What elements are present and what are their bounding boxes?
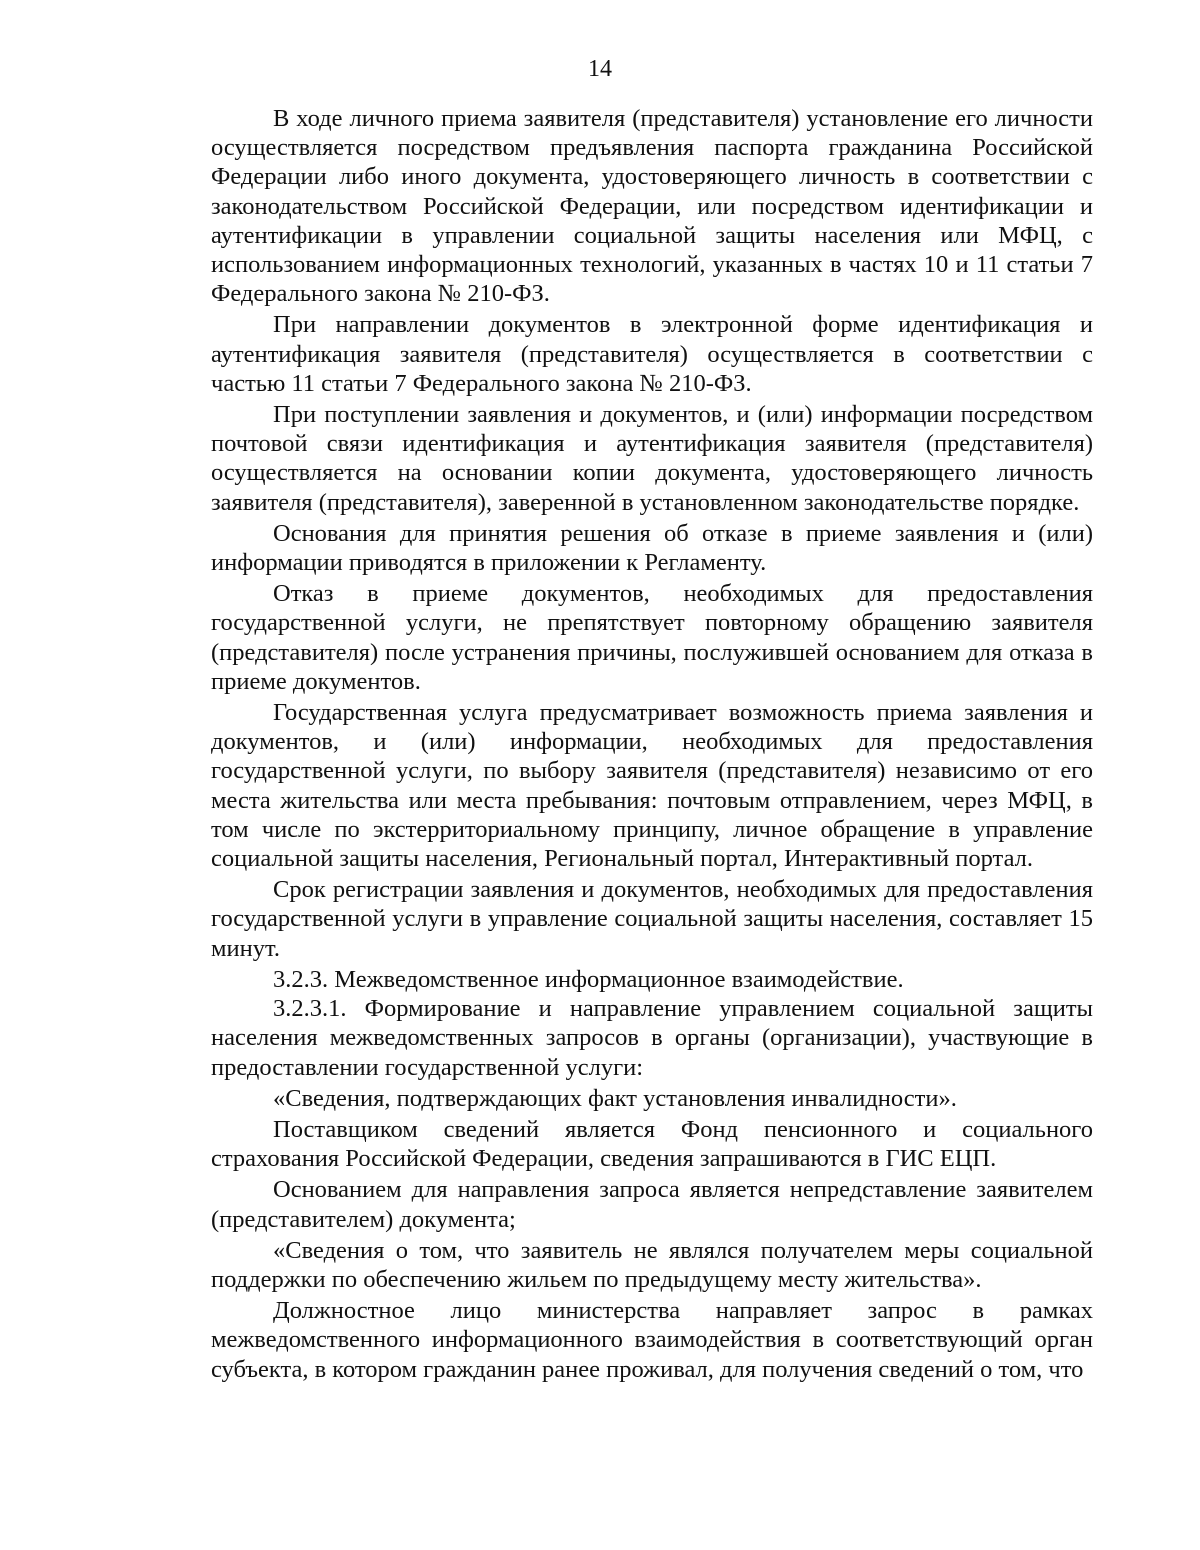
paragraph: «Сведения, подтверждающих факт установления инвалидности». bbox=[273, 1084, 957, 1112]
paragraph: Поставщиком сведений является Фонд пенсионного и социального страхования Российской Федерации, сведения запрашиваются в ГИС ЕЦП. bbox=[211, 1115, 1093, 1173]
paragraph: Основанием для направления запроса является непредставление заявителем (представителем) документа; bbox=[211, 1176, 1093, 1233]
paragraph: При поступлении заявления и документов, и (или) информации посредством почтовой связи идентификация и аутентификация заявителя (представителя) осуществляется на основании копии документа, удостоверяющего личность заявителя (представителя), заверенной в установленном законодательстве порядке. bbox=[211, 401, 1093, 516]
paragraph: «Сведения о том, что заявитель не являлся получателем меры социальной поддержки по обеспечению жильем по предыдущему месту жительства». bbox=[211, 1236, 1093, 1293]
section-heading: 3.2.3. Межведомственное информационное взаимодействие. bbox=[273, 965, 904, 993]
paragraph: При направлении документов в электронной форме идентификация и аутентификация заявителя (представителя) осуществляется в соответствии с частью 11 статьи 7 Федерального закона № 210-ФЗ. bbox=[211, 311, 1093, 397]
paragraph: 3.2.3.1. Формирование и направление управлением социальной защиты населения межведомственных запросов в органы (организации), участвующие в предоставлении государственной услуги: bbox=[211, 995, 1093, 1081]
paragraph: В ходе личного приема заявителя (представителя) установление его личности осуществляется посредством предъявления паспорта гражданина Российской Федерации либо иного документа, удостоверяющего личность в соответствии с законодательством Российской Федерации, или посредством идентификации и аутентификации в управлении социальной защиты населения или МФЦ, с использованием информационных технологий, указанных в частях 10 и 11 статьи 7 Федерального закона № 210-ФЗ. bbox=[211, 105, 1093, 308]
paragraph: Срок регистрации заявления и документов, необходимых для предоставления государственной услуги в управление социальной защиты населения, составляет 15 минут. bbox=[211, 876, 1093, 962]
paragraph: Основания для принятия решения об отказе в приеме заявления и (или) информации приводятся в приложении к Регламенту. bbox=[211, 519, 1093, 577]
paragraph: Государственная услуга предусматривает возможность приема заявления и документов, и (или) информации, необходимых для предоставления государственной услуги, по выбору заявителя (представителя) независимо от его места жительства или места пребывания: почтовым отправлением, через МФЦ, в том числе по экстерриториальному принципу, личное обращение в управление социальной защиты населения, Региональный портал, Интерактивный портал. bbox=[211, 699, 1093, 873]
page-number: 14 bbox=[588, 56, 612, 82]
paragraph: Должностное лицо министерства направляет запрос в рамках межведомственного информационного взаимодействия в соответствующий орган субъекта, в котором гражданин ранее проживал, для получения сведений о том, что bbox=[211, 1297, 1093, 1383]
paragraph: Отказ в приеме документов, необходимых для предоставления государственной услуги, не препятствует повторному обращению заявителя (представителя) после устранения причины, послужившей основанием для отказа в приеме документов. bbox=[211, 580, 1093, 695]
document-body bbox=[211, 104, 1093, 1384]
